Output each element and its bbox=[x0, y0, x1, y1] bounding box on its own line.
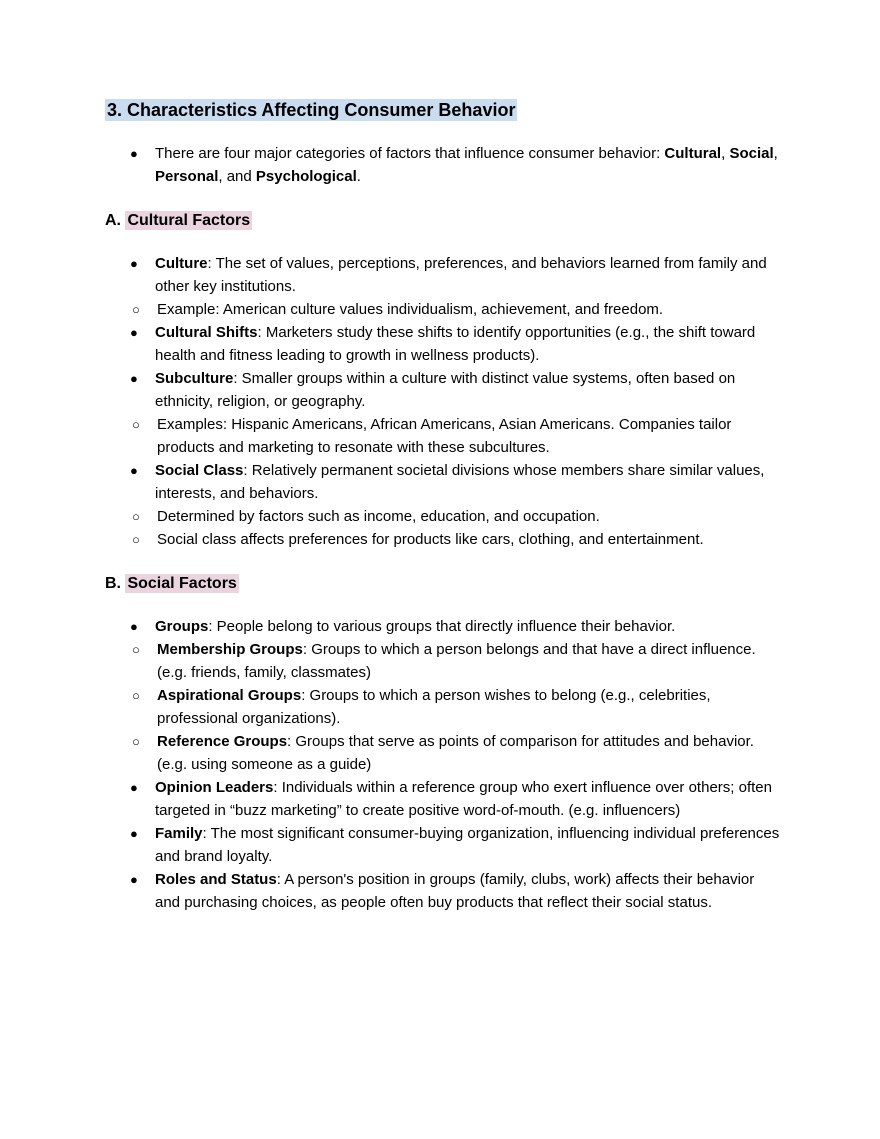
section-a-prefix: A. bbox=[105, 212, 126, 229]
term: Roles and Status bbox=[155, 871, 277, 888]
section-b-heading-highlight: Social Factors bbox=[127, 575, 237, 592]
sub-list-item bbox=[105, 528, 780, 551]
section-a-heading bbox=[105, 210, 780, 232]
page-title-highlight: 3. Characteristics Affecting Consumer Behavior bbox=[107, 100, 516, 120]
section-b-heading bbox=[105, 573, 780, 595]
item-text bbox=[155, 459, 780, 505]
bullet-icon: ● bbox=[130, 463, 138, 478]
intro-bold-psychological: Psychological bbox=[255, 168, 357, 185]
term: Subculture bbox=[155, 370, 234, 387]
bullet-icon: ● bbox=[130, 619, 138, 634]
item-text bbox=[155, 367, 780, 413]
sub-item-text bbox=[157, 730, 780, 776]
item-text bbox=[155, 822, 780, 868]
list-item bbox=[105, 142, 780, 188]
item-body: : Smaller groups within a culture with distinct value systems, often based on ethnicity, religion, or geography. bbox=[155, 370, 736, 410]
sub-list-item bbox=[105, 413, 780, 459]
circle-bullet-icon: ○ bbox=[132, 532, 140, 547]
intro-list bbox=[105, 142, 780, 188]
term: Reference Groups bbox=[157, 733, 288, 750]
list-item-roles-and-status bbox=[105, 868, 780, 914]
list-item-row bbox=[105, 367, 780, 413]
bullet-icon: ● bbox=[130, 146, 138, 161]
bullet-icon: ● bbox=[130, 325, 138, 340]
list-item-row bbox=[105, 822, 780, 868]
intro-bold-personal: Personal bbox=[155, 168, 219, 185]
list-item-subculture bbox=[105, 367, 780, 459]
term: Social Class bbox=[155, 462, 244, 479]
intro-sep: , bbox=[721, 145, 730, 162]
list-item-cultural-shifts bbox=[105, 321, 780, 367]
intro-bold-cultural: Cultural bbox=[664, 145, 722, 162]
bullet-icon: ● bbox=[130, 872, 138, 887]
circle-bullet-icon: ○ bbox=[132, 734, 140, 749]
list-item-row bbox=[105, 252, 780, 298]
list-item-row bbox=[105, 776, 780, 822]
section-b-prefix: B. bbox=[105, 575, 126, 592]
circle-bullet-icon: ○ bbox=[132, 642, 140, 657]
item-body: : Groups to which a person belongs and that have a direct influence. (e.g. friends, family, classmates) bbox=[157, 641, 756, 681]
section-a-list bbox=[105, 252, 780, 551]
item-body: : The most significant consumer-buying organization, influencing individual preferences and brand loyalty. bbox=[155, 825, 780, 865]
intro-end: . bbox=[356, 168, 361, 185]
item-body: : Groups that serve as points of comparison for attitudes and behavior. (e.g. using someone as a guide) bbox=[157, 733, 754, 773]
sub-list-item-aspirational-groups bbox=[105, 684, 780, 730]
list-item-groups bbox=[105, 615, 780, 776]
circle-bullet-icon: ○ bbox=[132, 417, 140, 432]
sub-list bbox=[105, 298, 780, 321]
bullet-icon: ● bbox=[130, 256, 138, 271]
section-b-list bbox=[105, 615, 780, 914]
list-item-row bbox=[105, 615, 780, 638]
term: Groups bbox=[155, 618, 209, 635]
list-item-opinion-leaders bbox=[105, 776, 780, 822]
sub-list-item bbox=[105, 505, 780, 528]
term: Aspirational Groups bbox=[157, 687, 302, 704]
item-body: : The set of values, perceptions, preferences, and behaviors learned from family and other key institutions. bbox=[155, 255, 767, 295]
item-body: : Individuals within a reference group who exert influence over others; often targeted in “buzz marketing” to create positive word-of-mouth. (e.g. influencers) bbox=[155, 779, 772, 819]
sub-list bbox=[105, 505, 780, 551]
bullet-icon: ● bbox=[130, 826, 138, 841]
sub-list-item bbox=[105, 298, 780, 321]
item-body: : People belong to various groups that directly influence their behavior. bbox=[208, 618, 676, 635]
intro-sep: , and bbox=[218, 168, 256, 185]
intro-lead: There are four major categories of factors that influence consumer behavior: bbox=[155, 145, 665, 162]
intro-sep: , bbox=[773, 145, 778, 162]
list-item-row bbox=[105, 868, 780, 914]
page-title bbox=[105, 98, 780, 122]
term: Membership Groups bbox=[157, 641, 303, 658]
bullet-icon: ● bbox=[130, 371, 138, 386]
term: Cultural Shifts bbox=[155, 324, 258, 341]
item-body: : Marketers study these shifts to identify opportunities (e.g., the shift toward health and fitness leading to growth in wellness products). bbox=[155, 324, 756, 364]
sub-list-item-membership-groups bbox=[105, 638, 780, 684]
sub-item-text: Social class affects preferences for products like cars, clothing, and entertainment. bbox=[157, 531, 704, 548]
sub-item-text bbox=[157, 638, 780, 684]
item-text bbox=[155, 868, 780, 914]
list-item-social-class bbox=[105, 459, 780, 551]
intro-text bbox=[155, 142, 780, 188]
sub-item-text: Determined by factors such as income, education, and occupation. bbox=[157, 508, 600, 525]
item-text bbox=[155, 615, 780, 638]
item-body: : Relatively permanent societal divisions whose members share similar values, interests, and behaviors. bbox=[155, 462, 765, 502]
term: Family bbox=[155, 825, 203, 842]
list-item-family bbox=[105, 822, 780, 868]
item-body: : Groups to which a person wishes to belong (e.g., celebrities, professional organizations). bbox=[157, 687, 711, 727]
sub-list bbox=[105, 413, 780, 459]
term: Culture bbox=[155, 255, 208, 272]
bullet-icon: ● bbox=[130, 780, 138, 795]
list-item-row bbox=[105, 321, 780, 367]
sub-list-item-reference-groups bbox=[105, 730, 780, 776]
circle-bullet-icon: ○ bbox=[132, 302, 140, 317]
sub-list bbox=[105, 638, 780, 776]
list-item-culture bbox=[105, 252, 780, 321]
section-a-heading-highlight: Cultural Factors bbox=[127, 212, 251, 229]
sub-item-text: Examples: Hispanic Americans, African Americans, Asian Americans. Companies tailor products and marketing to resonate with these subcultures. bbox=[157, 416, 732, 456]
intro-bold-social: Social bbox=[729, 145, 774, 162]
item-body: : A person's position in groups (family, clubs, work) affects their behavior and purchasing choices, as people often buy products that reflect their social status. bbox=[155, 871, 755, 911]
item-text bbox=[155, 321, 780, 367]
circle-bullet-icon: ○ bbox=[132, 688, 140, 703]
term: Opinion Leaders bbox=[155, 779, 274, 796]
item-text bbox=[155, 776, 780, 822]
list-item-row bbox=[105, 459, 780, 505]
item-text bbox=[155, 252, 780, 298]
sub-item-text: Example: American culture values individualism, achievement, and freedom. bbox=[157, 301, 664, 318]
sub-item-text bbox=[157, 684, 780, 730]
circle-bullet-icon: ○ bbox=[132, 509, 140, 524]
